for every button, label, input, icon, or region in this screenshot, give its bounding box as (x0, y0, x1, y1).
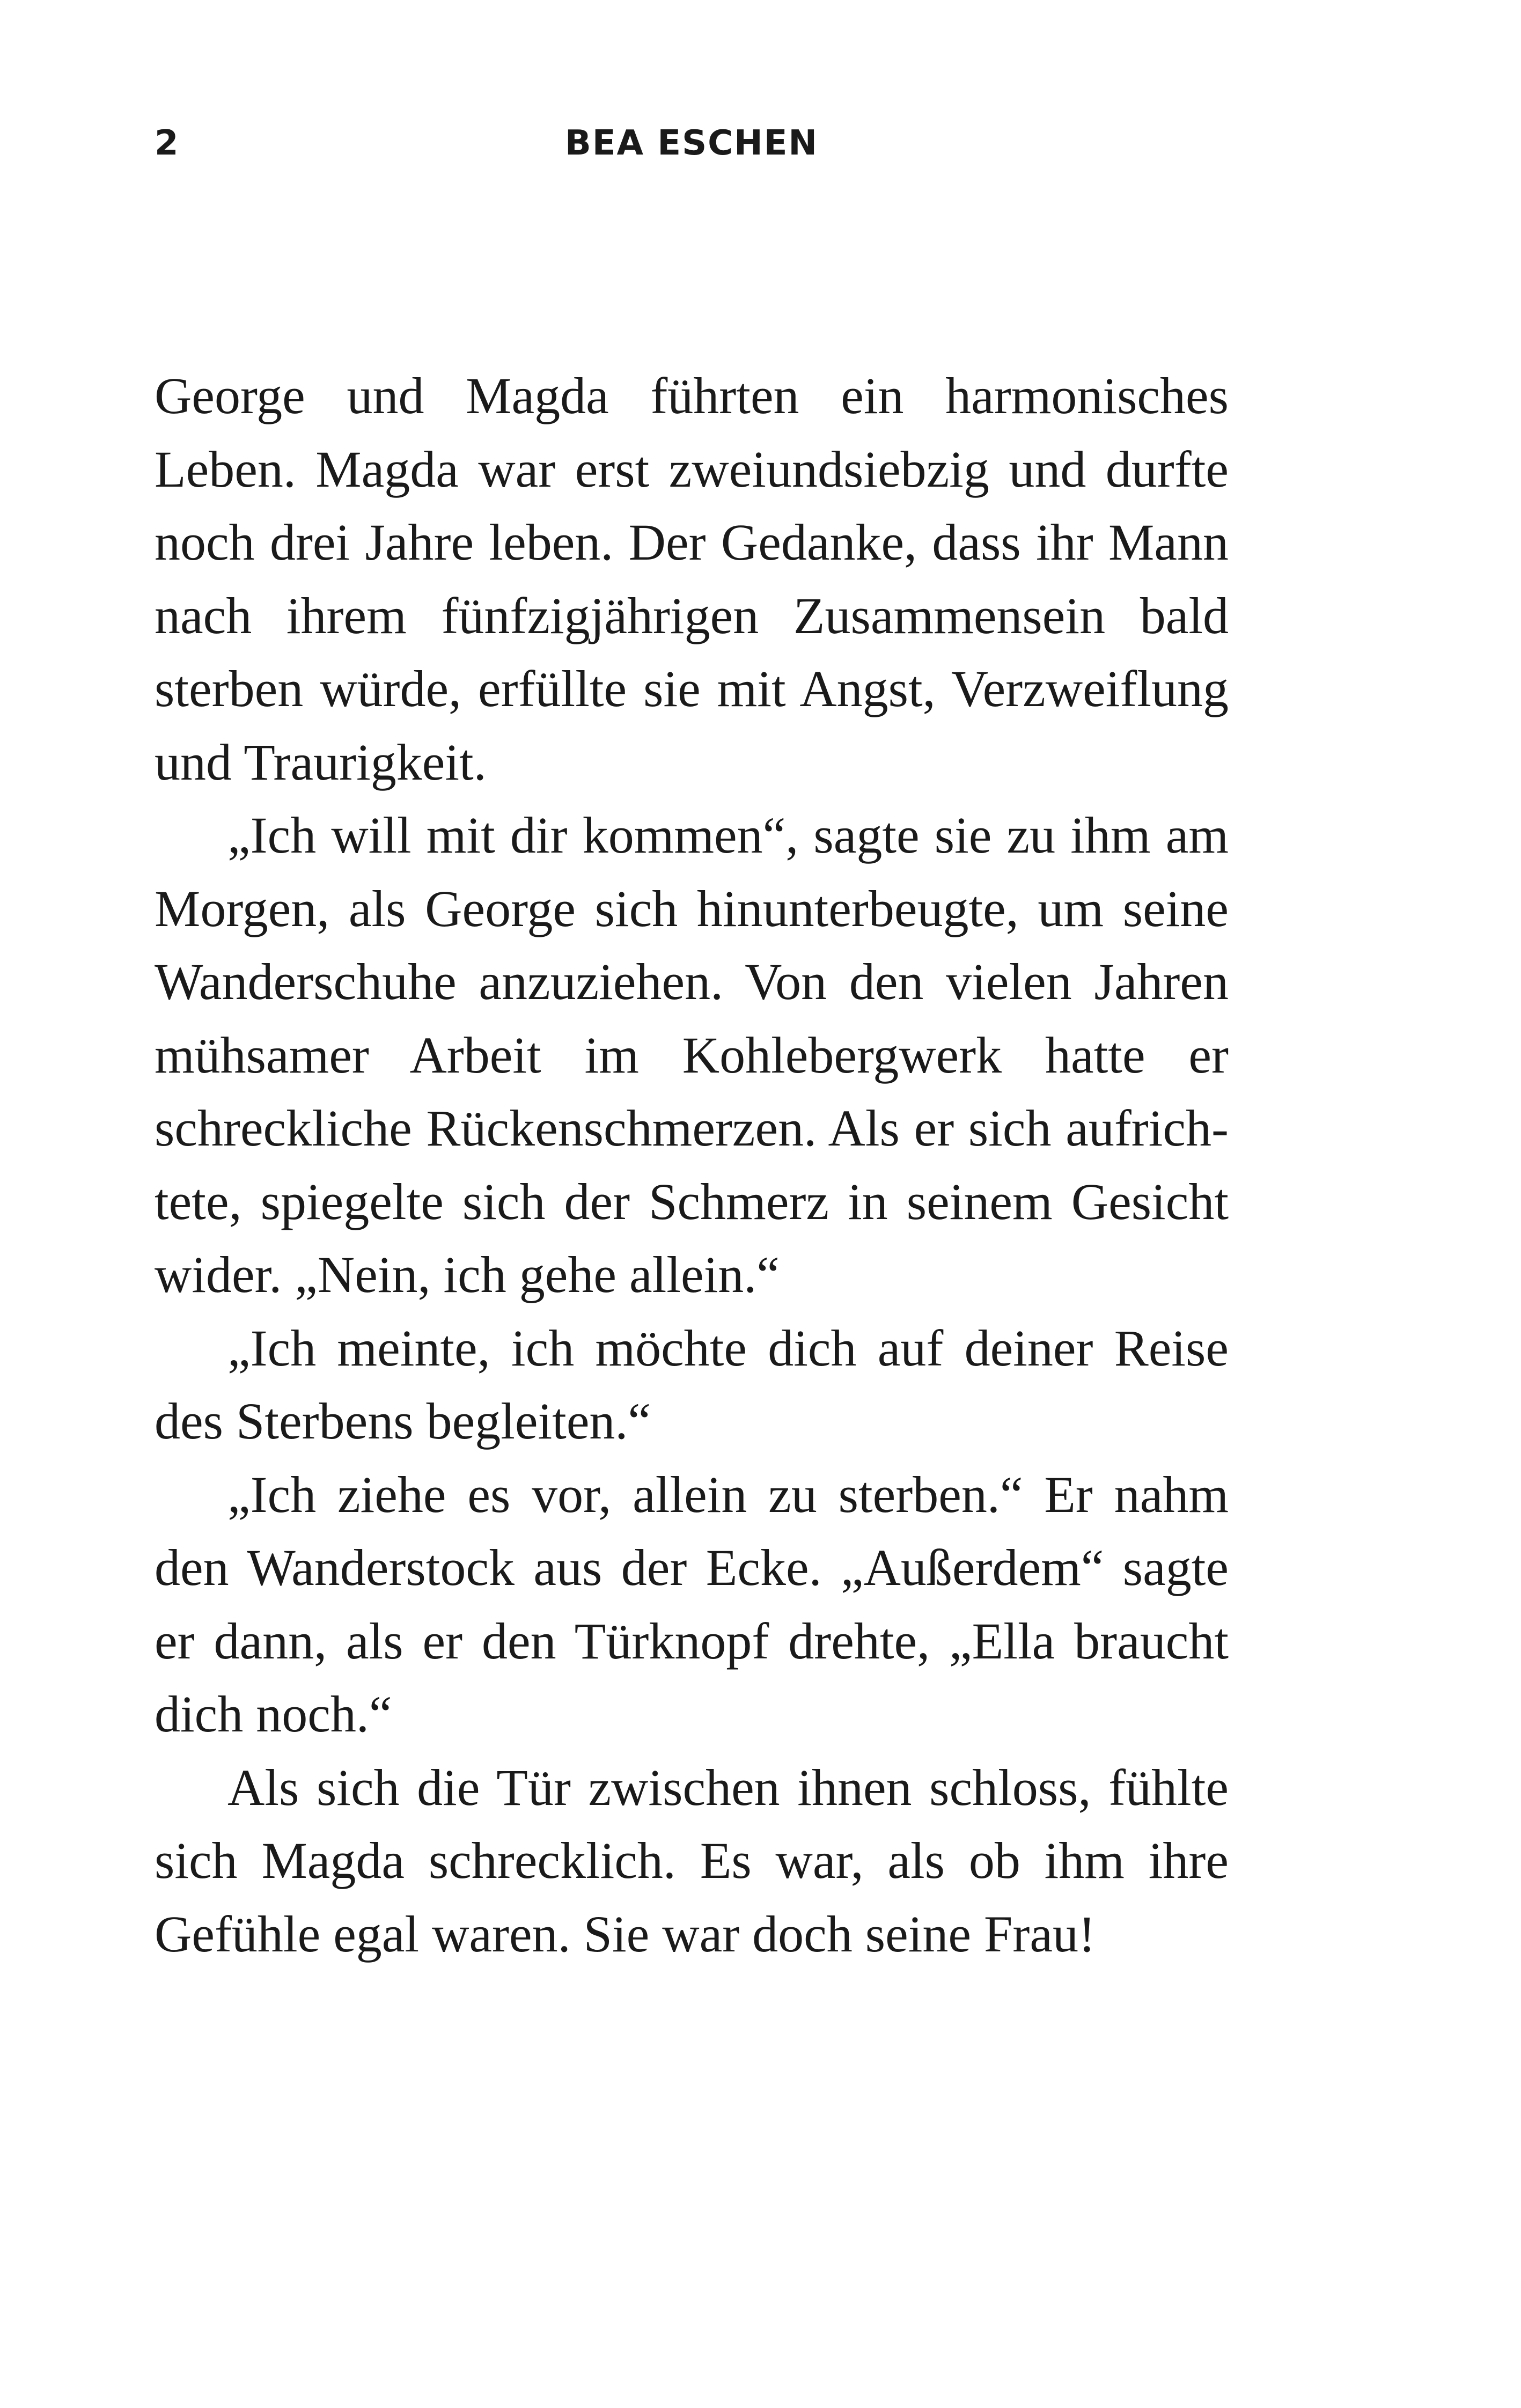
text-line: mühsamer Arbeit im Kohlebergwerk hatte er (155, 1026, 1229, 1084)
text-line: George und Magda führten ein harmonisches (155, 367, 1229, 424)
text-line: wider. „Nein, ich gehe allein.“ (155, 1246, 780, 1303)
text-line: und Traurigkeit. (155, 733, 487, 791)
text-line: er dann, als er den Türknopf drehte, „Ella braucht (155, 1612, 1229, 1670)
text-line: Gefühle egal waren. Sie war doch seine Frau! (155, 1905, 1096, 1963)
text-line: nach ihrem fünfzigjährigen Zusammensein bald (155, 586, 1229, 644)
text-line: Als sich die Tür zwischen ihnen schloss, fühlte (227, 1758, 1229, 1816)
text-line: schreckliche Rückenschmerzen. Als er sich aufrich- (155, 1099, 1229, 1157)
text-line: „Ich will mit dir kommen“, sagte sie zu ihm am (227, 806, 1229, 864)
running-title: BEA ESCHEN (565, 123, 818, 163)
text-line: des Sterbens begleiten.“ (155, 1392, 651, 1450)
text-line: Wanderschuhe anzuziehen. Von den vielen Jahren (155, 953, 1229, 1010)
text-line: sich Magda schrecklich. Es war, als ob ihm ihre (155, 1832, 1229, 1889)
text-line: sterben würde, erfüllte sie mit Angst, Verzweiflung (155, 660, 1229, 717)
text-line: dich noch.“ (155, 1685, 392, 1743)
text-line: „Ich ziehe es vor, allein zu sterben.“ Er nahm (227, 1465, 1229, 1523)
running-head (155, 119, 1229, 167)
text-line: den Wanderstock aus der Ecke. „Außerdem“ sagte (155, 1539, 1229, 1596)
text-line: Morgen, als George sich hinunterbeugte, um seine (155, 879, 1229, 937)
body-text (155, 359, 1229, 1971)
page-number: 2 (155, 123, 180, 163)
text-line: „Ich meinte, ich möchte dich auf deiner Reise (227, 1319, 1229, 1377)
text-line: noch drei Jahre leben. Der Gedanke, dass ihr Mann (155, 513, 1229, 571)
text-line: tete, spiegelte sich der Schmerz in seinem Gesicht (155, 1172, 1229, 1230)
text-line: Leben. Magda war erst zweiundsiebzig und durfte (155, 440, 1229, 498)
